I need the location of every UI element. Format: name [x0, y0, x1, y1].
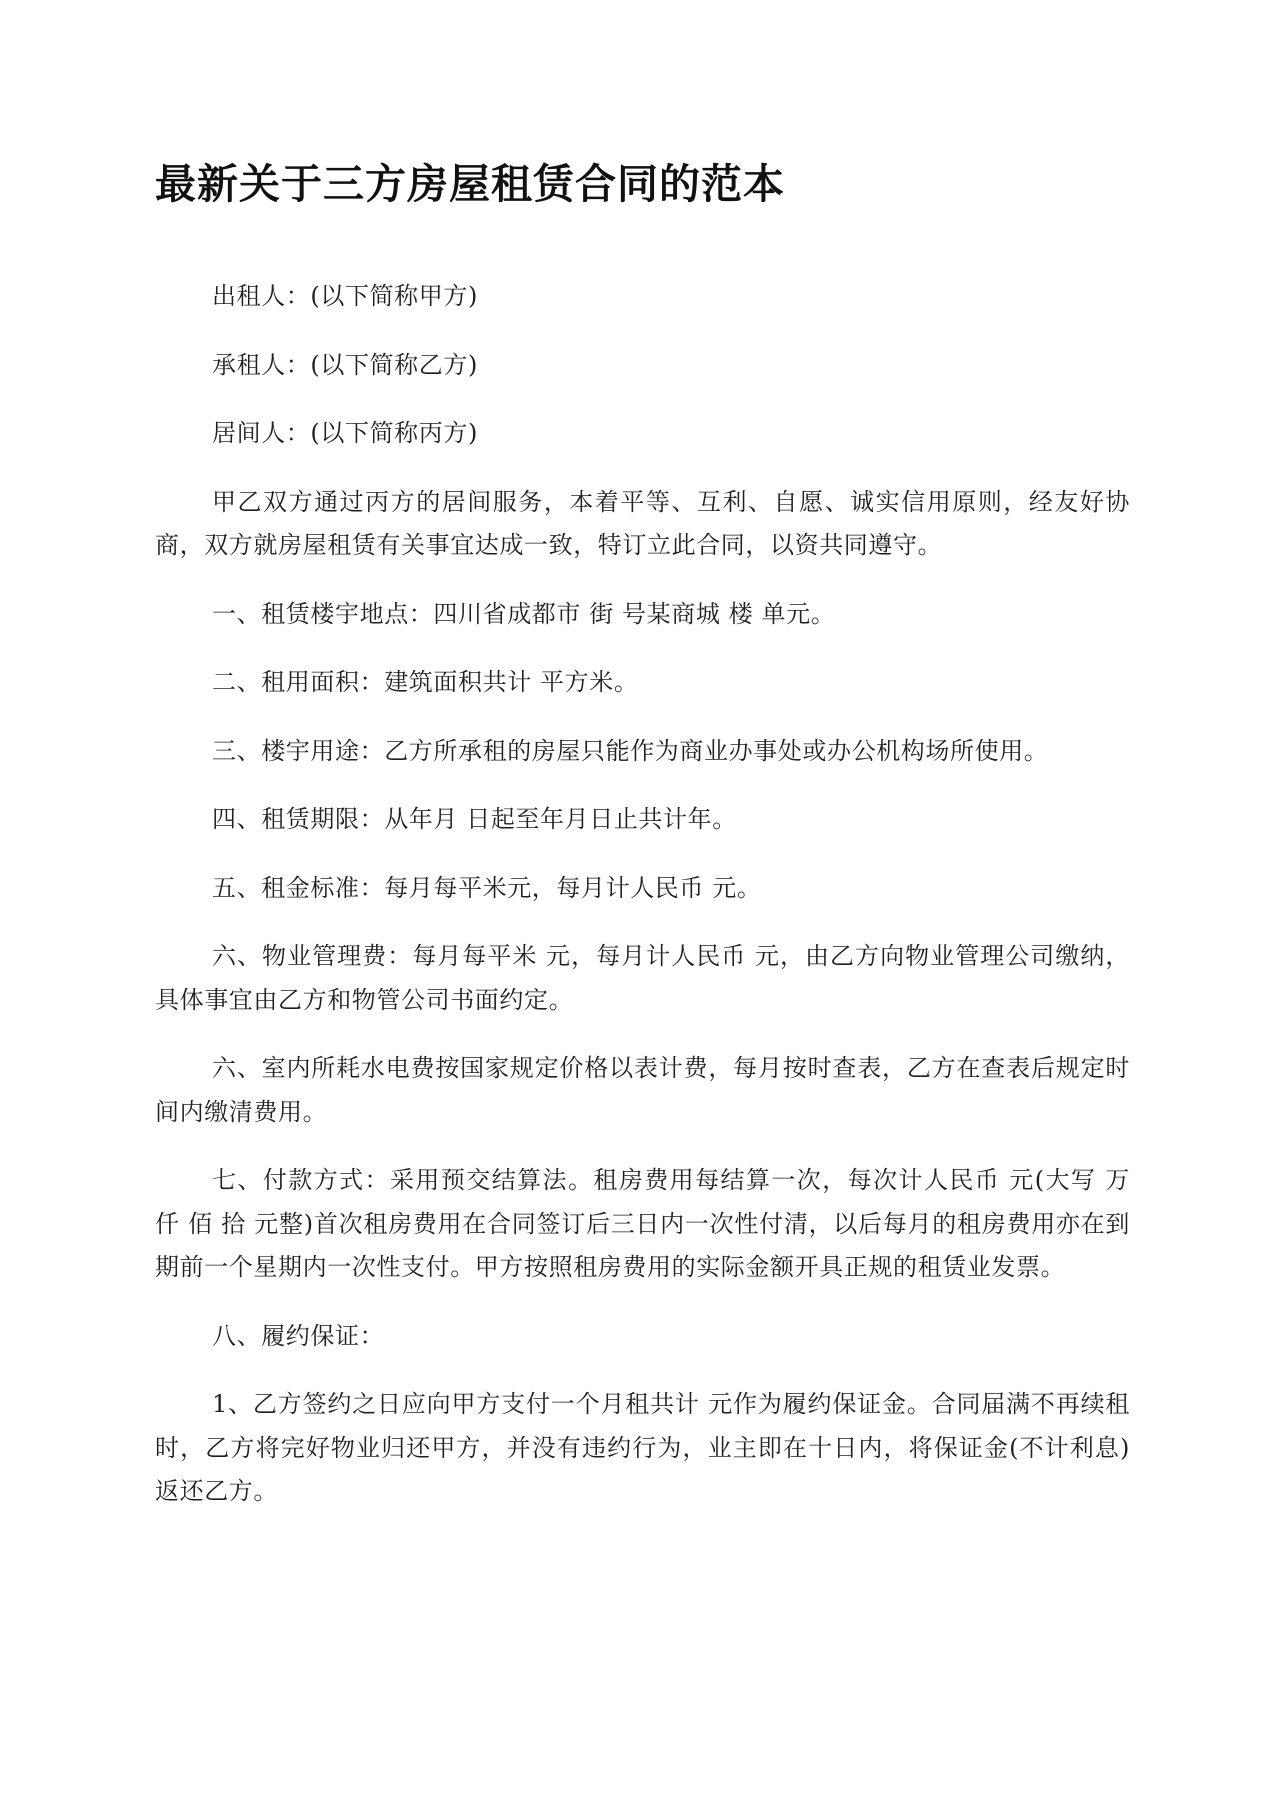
clause-payment: 七、付款方式：采用预交结算法。租房费用每结算一次，每次计人民币 元(大写 万 仟 佰 拾 元整)首次租房费用在合同签订后三日内一次性付清，以后每月的租房费用亦在到期前一个星期内一次性支付。甲方按照租房费用的实际金额开具正规的租赁业发票。 — [155, 1166, 1130, 1281]
broker-line: 居间人：(以下简称丙方) — [212, 419, 478, 447]
clause-area: 二、租用面积：建筑面积共计 平方米。 — [212, 668, 639, 696]
clause-usage: 三、楼宇用途：乙方所承租的房屋只能作为商业办事处或办公机构场所使用。 — [212, 736, 1049, 765]
clause-property-fee: 六、物业管理费：每月每平米 元，每月计人民币 元，由乙方向物业管理公司缴纳，具体事宜由乙方和物管公司书面约定。 — [155, 942, 1130, 1014]
preamble-paragraph: 甲乙双方通过丙方的居间服务，本着平等、互利、自愿、诚实信用原则，经友好协商，双方就房屋租赁有关事宜达成一致，特订立此合同，以资共同遵守。 — [155, 487, 1130, 559]
lessee-line: 承租人：(以下简称乙方) — [212, 350, 478, 379]
document-body — [155, 275, 1130, 1514]
clause-guarantee-heading: 八、履约保证： — [212, 1321, 385, 1350]
document-title: 最新关于三方房屋租赁合同的范本 — [155, 160, 785, 208]
clause-location: 一、租赁楼宇地点：四川省成都市 街 号某商城 楼 单元。 — [212, 599, 836, 628]
clause-utilities: 六、室内所耗水电费按国家规定价格以表计费，每月按时查表，乙方在查表后规定时间内缴清费用。 — [155, 1054, 1130, 1126]
clause-guarantee-item-1: 1、乙方签约之日应向甲方支付一个月租共计 元作为履约保证金。合同届满不再续租时，乙方将完好物业归还甲方，并没有违约行为，业主即在十日内，将保证金(不计利息)返还乙方。 — [155, 1390, 1130, 1505]
clause-term: 四、租赁期限：从年月 日起至年月日止共计年。 — [212, 805, 737, 833]
clause-rent: 五、租金标准：每月每平米元，每月计人民币 元。 — [212, 873, 762, 902]
lessor-line: 出租人：(以下简称甲方) — [212, 282, 478, 310]
